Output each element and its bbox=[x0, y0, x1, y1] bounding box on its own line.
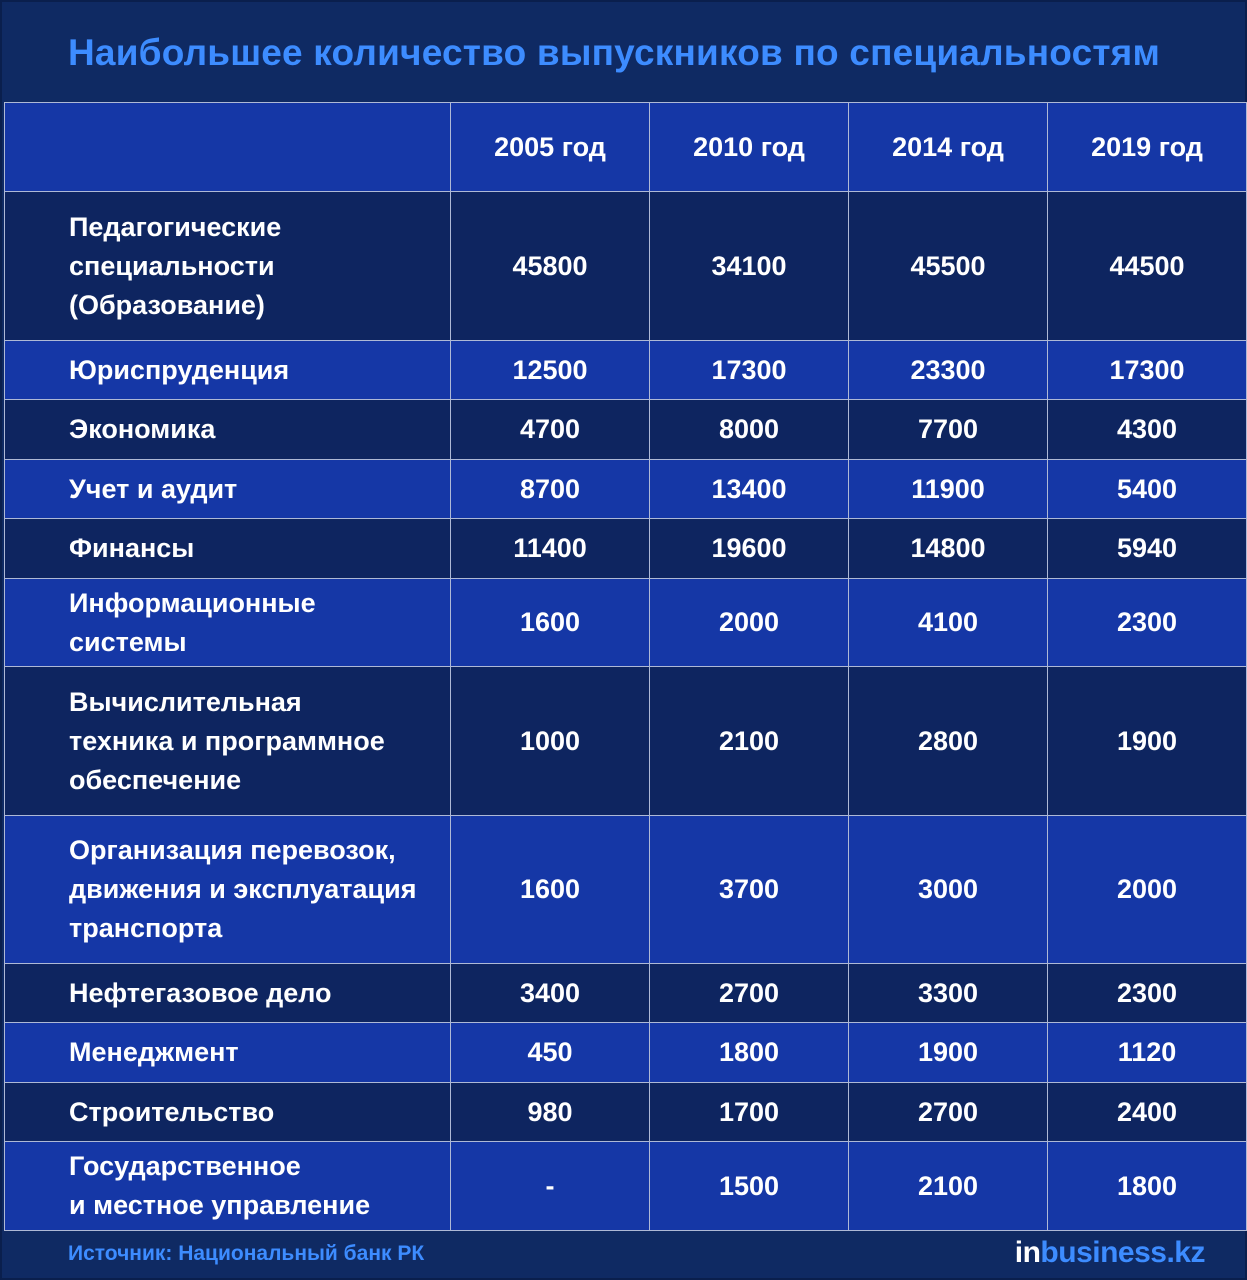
row-label bbox=[5, 579, 451, 667]
row-label bbox=[5, 816, 451, 964]
row-label-line: Информационные bbox=[69, 587, 316, 618]
value-cell: 450 bbox=[451, 1023, 650, 1083]
row-label-line: Юриспруденция bbox=[69, 354, 290, 385]
row-label-line: Организация перевозок, bbox=[69, 835, 396, 865]
value-cell: 44500 bbox=[1048, 192, 1247, 341]
table-body bbox=[5, 192, 1247, 1231]
value-cell: 2800 bbox=[849, 667, 1048, 816]
value-cell: 13400 bbox=[650, 460, 849, 519]
value-cell: 8000 bbox=[650, 400, 849, 460]
value-cell: 14800 bbox=[849, 519, 1048, 579]
value-cell: 1600 bbox=[451, 816, 650, 964]
value-cell: 34100 bbox=[650, 192, 849, 341]
value-cell: 1900 bbox=[1048, 667, 1247, 816]
table-row bbox=[5, 964, 1247, 1023]
table-row bbox=[5, 400, 1247, 460]
value-cell: 1000 bbox=[451, 667, 650, 816]
value-cell: 45500 bbox=[849, 192, 1048, 341]
table-row bbox=[5, 1142, 1247, 1231]
value-cell: 3300 bbox=[849, 964, 1048, 1023]
value-cell: 11900 bbox=[849, 460, 1048, 519]
table-row bbox=[5, 579, 1247, 667]
row-label-line: обеспечение bbox=[69, 764, 242, 795]
row-label-line: Учет и аудит bbox=[69, 473, 238, 504]
row-label-line: и местное управление bbox=[69, 1190, 371, 1220]
row-label-line: специальности bbox=[69, 250, 275, 281]
header-cell-2014: 2014 год bbox=[849, 103, 1048, 192]
value-cell: 3000 bbox=[849, 816, 1048, 964]
value-cell: 17300 bbox=[650, 341, 849, 400]
inbusiness-logo bbox=[1015, 1236, 1205, 1270]
row-label-line: Государственное bbox=[69, 1151, 301, 1181]
row-label-line: Экономика bbox=[69, 414, 216, 444]
value-cell: 2700 bbox=[849, 1083, 1048, 1142]
row-label-line: техника и программное bbox=[69, 725, 385, 756]
value-cell: 2700 bbox=[650, 964, 849, 1023]
source-note: Источник: Национальный банк РК bbox=[68, 1242, 425, 1265]
value-cell: 3700 bbox=[650, 816, 849, 964]
header-cell-empty bbox=[5, 103, 451, 192]
logo-in: in bbox=[1014, 1236, 1041, 1269]
row-label-line: движения и эксплуатация bbox=[69, 874, 417, 904]
row-label bbox=[5, 519, 451, 579]
value-cell: 2000 bbox=[650, 579, 849, 667]
value-cell: 1800 bbox=[650, 1023, 849, 1083]
row-label-line: (Образование) bbox=[69, 289, 265, 320]
table-row bbox=[5, 460, 1247, 519]
value-cell: 8700 bbox=[451, 460, 650, 519]
value-cell: 980 bbox=[451, 1083, 650, 1142]
value-cell: 2400 bbox=[1048, 1083, 1247, 1142]
table-row bbox=[5, 667, 1247, 816]
header-cell-2010: 2010 год bbox=[650, 103, 849, 192]
value-cell: 12500 bbox=[451, 341, 650, 400]
row-label-line: Финансы bbox=[69, 533, 195, 563]
table-row bbox=[5, 519, 1247, 579]
row-label bbox=[5, 460, 451, 519]
row-label bbox=[5, 341, 451, 400]
logo-rest: business.kz bbox=[1040, 1236, 1205, 1269]
value-cell: 1500 bbox=[650, 1142, 849, 1231]
value-cell: 23300 bbox=[849, 341, 1048, 400]
row-label-line: Менеджмент bbox=[69, 1037, 239, 1067]
header-cell-2005: 2005 год bbox=[451, 103, 650, 192]
header-cell-2019: 2019 год bbox=[1048, 103, 1247, 192]
table-row bbox=[5, 1023, 1247, 1083]
value-cell: 2100 bbox=[849, 1142, 1048, 1231]
value-cell: 7700 bbox=[849, 400, 1048, 460]
row-label bbox=[5, 1142, 451, 1231]
value-cell: 2000 bbox=[1048, 816, 1247, 964]
value-cell: 1800 bbox=[1048, 1142, 1247, 1231]
row-label bbox=[5, 400, 451, 460]
row-label-line: Строительство bbox=[69, 1096, 275, 1127]
row-label bbox=[5, 1023, 451, 1083]
value-cell: 1600 bbox=[451, 579, 650, 667]
value-cell: 5400 bbox=[1048, 460, 1247, 519]
table-row bbox=[5, 1083, 1247, 1142]
value-cell: 1900 bbox=[849, 1023, 1048, 1083]
value-cell: 4100 bbox=[849, 579, 1048, 667]
value-cell: 19600 bbox=[650, 519, 849, 579]
graduates-table bbox=[4, 102, 1247, 1231]
row-label bbox=[5, 667, 451, 816]
value-cell: 17300 bbox=[1048, 341, 1247, 400]
value-cell: 4700 bbox=[451, 400, 650, 460]
table-row bbox=[5, 341, 1247, 400]
value-cell: 2300 bbox=[1048, 579, 1247, 667]
value-cell: 45800 bbox=[451, 192, 650, 341]
row-label-line: Вычислительная bbox=[69, 686, 302, 717]
row-label-line: Нефтегазовое дело bbox=[69, 977, 332, 1008]
table-row bbox=[5, 816, 1247, 964]
table-row bbox=[5, 192, 1247, 341]
row-label-line: транспорта bbox=[69, 913, 223, 943]
chart-title: Наибольшее количество выпускников по специальностям bbox=[68, 32, 1161, 73]
value-cell: 2100 bbox=[650, 667, 849, 816]
value-cell: 11400 bbox=[451, 519, 650, 579]
value-cell: 1700 bbox=[650, 1083, 849, 1142]
value-cell: 3400 bbox=[451, 964, 650, 1023]
header-row bbox=[5, 103, 1247, 192]
row-label bbox=[5, 964, 451, 1023]
value-cell: 5940 bbox=[1048, 519, 1247, 579]
value-cell: 2300 bbox=[1048, 964, 1247, 1023]
row-label bbox=[5, 1083, 451, 1142]
row-label bbox=[5, 192, 451, 341]
row-label-line: системы bbox=[69, 626, 187, 657]
row-label-line: Педагогические bbox=[69, 211, 282, 242]
value-cell: - bbox=[451, 1142, 650, 1231]
value-cell: 1120 bbox=[1048, 1023, 1247, 1083]
value-cell: 4300 bbox=[1048, 400, 1247, 460]
